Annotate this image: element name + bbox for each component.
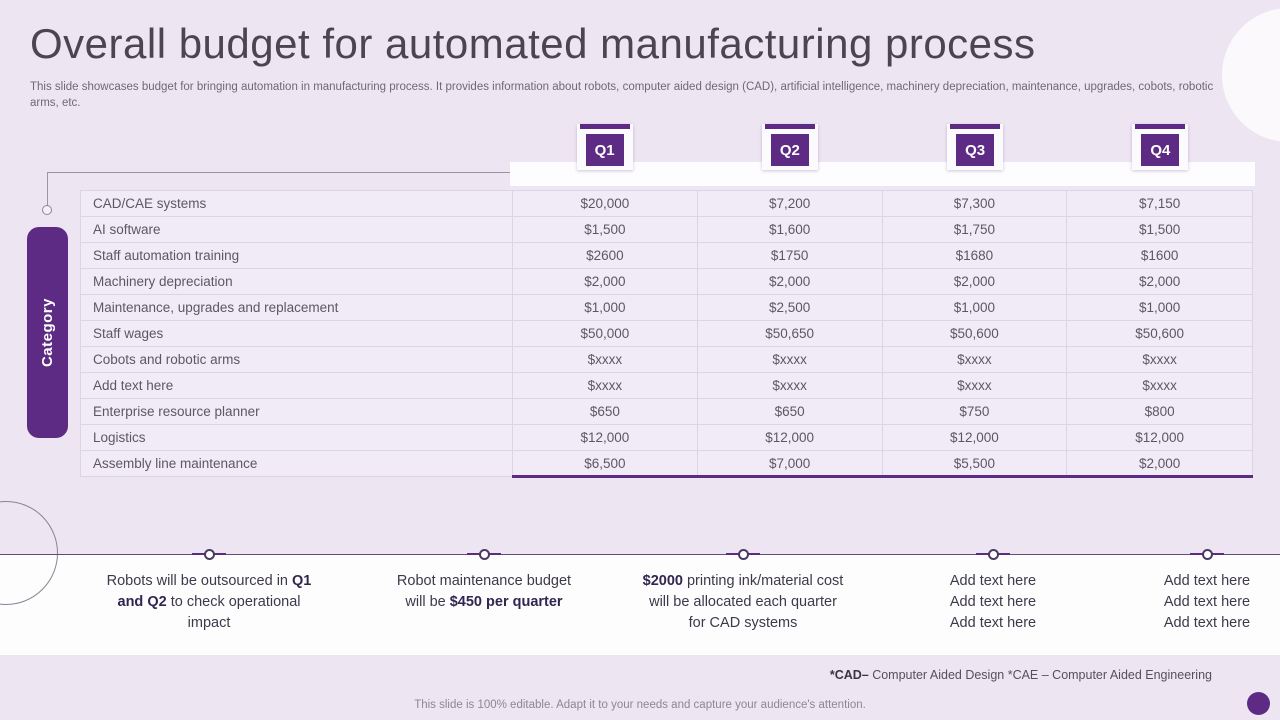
value-cell: $2,000: [513, 269, 698, 295]
callout-text-segment: Add text here: [1163, 615, 1251, 632]
callout-text-segment: $450 per quarter: [449, 594, 563, 611]
timeline-node-dot: [738, 549, 749, 560]
value-cell: $800: [1067, 399, 1252, 425]
value-cell: $750: [883, 399, 1068, 425]
timeline-node-dot: [988, 549, 999, 560]
callout-text-segment: Add text here: [949, 615, 1037, 632]
callout-text-segment: to check operational impact: [166, 594, 301, 632]
table-bottom-accent-line: [512, 475, 1253, 478]
decorative-circle-top-right: [1222, 8, 1280, 142]
quarter-badge-square: [771, 134, 809, 166]
value-cell: $20,000: [513, 191, 698, 217]
decorative-circle-bottom-right: [1247, 692, 1270, 715]
value-cell: $2,500: [698, 295, 883, 321]
value-cell: $2,000: [1067, 269, 1252, 295]
quarter-badge-q1: [577, 124, 633, 170]
value-cell: $2600: [513, 243, 698, 269]
value-cell: $12,000: [698, 425, 883, 451]
quarter-badge-square: [956, 134, 994, 166]
value-cell: $5,500: [883, 451, 1068, 477]
value-cell: $xxxx: [1067, 373, 1252, 399]
category-cell: Machinery depreciation: [81, 269, 513, 295]
value-cell: $xxxx: [513, 373, 698, 399]
quarter-badge-top-bar: [1135, 124, 1185, 129]
value-cell: $xxxx: [698, 347, 883, 373]
value-cell: $12,000: [1067, 425, 1252, 451]
category-cell: AI software: [81, 217, 513, 243]
quarter-badge-label: Q4: [1150, 141, 1171, 159]
value-cell: $7,200: [698, 191, 883, 217]
category-connector-dot: [42, 205, 52, 215]
callout-text-segment: Add text here: [949, 573, 1037, 589]
footnote-cad-cae: [830, 668, 1212, 682]
category-cell: Cobots and robotic arms: [81, 347, 513, 373]
value-cell: $1,000: [1067, 295, 1252, 321]
value-cell: $1,500: [1067, 217, 1252, 243]
callout-note: [641, 571, 846, 634]
category-cell: Staff automation training: [81, 243, 513, 269]
callout-note: [918, 571, 1068, 634]
timeline-node-dot: [204, 549, 215, 560]
quarter-badge-top-bar: [580, 124, 630, 129]
value-cell: $12,000: [883, 425, 1068, 451]
value-cell: $1,750: [883, 217, 1068, 243]
callout-text-segment: Robots will be outsourced in: [106, 573, 293, 589]
callout-text-segment: printing ink/material cost will be allocated each quarter for CAD systems: [649, 573, 844, 632]
value-cell: $650: [698, 399, 883, 425]
timeline-node-dot: [479, 549, 490, 560]
value-cell: $650: [513, 399, 698, 425]
callout-text-segment: Q1 and Q2: [117, 573, 312, 611]
quarter-badge-label: Q3: [965, 141, 986, 159]
quarter-badge-top-bar: [950, 124, 1000, 129]
value-cell: $xxxx: [1067, 347, 1252, 373]
value-cell: $xxxx: [883, 373, 1068, 399]
category-cell: CAD/CAE systems: [81, 191, 513, 217]
quarter-badge-label: Q1: [594, 141, 615, 159]
value-cell: $12,000: [513, 425, 698, 451]
value-cell: $7,000: [698, 451, 883, 477]
category-connector-line-vertical: [47, 172, 48, 206]
callout-text-segment: Robot maintenance budget will be: [396, 573, 572, 611]
value-cell: $1,600: [698, 217, 883, 243]
callout-note: [102, 571, 317, 634]
footnote-bold-text: *CAD–: [829, 668, 869, 682]
value-cell: $50,600: [883, 321, 1068, 347]
value-cell: $xxxx: [513, 347, 698, 373]
value-cell: $50,600: [1067, 321, 1252, 347]
category-cell: Staff wages: [81, 321, 513, 347]
category-cell: Add text here: [81, 373, 513, 399]
timeline-node-dot: [1202, 549, 1213, 560]
value-cell: $50,650: [698, 321, 883, 347]
quarter-badge-square: [586, 134, 624, 166]
slide-title: Overall budget for automated manufacturing process: [30, 20, 1036, 67]
callout-text-segment: Add text here: [1163, 594, 1251, 611]
category-cell: Enterprise resource planner: [81, 399, 513, 425]
value-cell: $1600: [1067, 243, 1252, 269]
quarter-badge-q3: [947, 124, 1003, 170]
quarter-badge-q4: [1132, 124, 1188, 170]
slide-subtitle: This slide showcases budget for bringing automation in manufacturing process. It provides information about robots, computer aided design (CAD), artificial intelligence, machinery depreciation, maintenance, upgrades, cobots, robotic arms, etc.: [30, 81, 1214, 110]
value-cell: $50,000: [513, 321, 698, 347]
value-cell: $xxxx: [883, 347, 1068, 373]
callout-note: [1132, 571, 1280, 634]
category-axis-label-text: Category: [39, 297, 56, 368]
value-cell: $7,300: [883, 191, 1068, 217]
footnote-rest-text: Computer Aided Design *CAE – Computer Aided Engineering: [868, 668, 1212, 682]
category-cell: Maintenance, upgrades and replacement: [81, 295, 513, 321]
budget-table: [80, 190, 1253, 477]
value-cell: $1,000: [513, 295, 698, 321]
category-axis-label: [27, 227, 68, 438]
value-cell: $1750: [698, 243, 883, 269]
category-connector-line-horizontal: [47, 172, 510, 173]
quarter-badge-square: [1141, 134, 1179, 166]
callout-text-segment: Add text here: [949, 594, 1037, 611]
callout-text-segment: $2000: [642, 573, 683, 589]
value-cell: $2,000: [883, 269, 1068, 295]
editable-note: This slide is 100% editable. Adapt it to your needs and capture your audience's attention.: [414, 699, 866, 711]
value-cell: $6,500: [513, 451, 698, 477]
category-cell: Assembly line maintenance: [81, 451, 513, 477]
quarter-badge-q2: [762, 124, 818, 170]
callout-note: [392, 571, 577, 613]
value-cell: $1680: [883, 243, 1068, 269]
value-cell: $1,000: [883, 295, 1068, 321]
category-cell: Logistics: [81, 425, 513, 451]
callout-text-segment: Add text here: [1163, 573, 1251, 589]
quarter-badge-label: Q2: [779, 141, 800, 159]
value-cell: $xxxx: [698, 373, 883, 399]
value-cell: $7,150: [1067, 191, 1252, 217]
quarter-badge-top-bar: [765, 124, 815, 129]
value-cell: $2,000: [698, 269, 883, 295]
value-cell: $1,500: [513, 217, 698, 243]
value-cell: $2,000: [1067, 451, 1252, 477]
